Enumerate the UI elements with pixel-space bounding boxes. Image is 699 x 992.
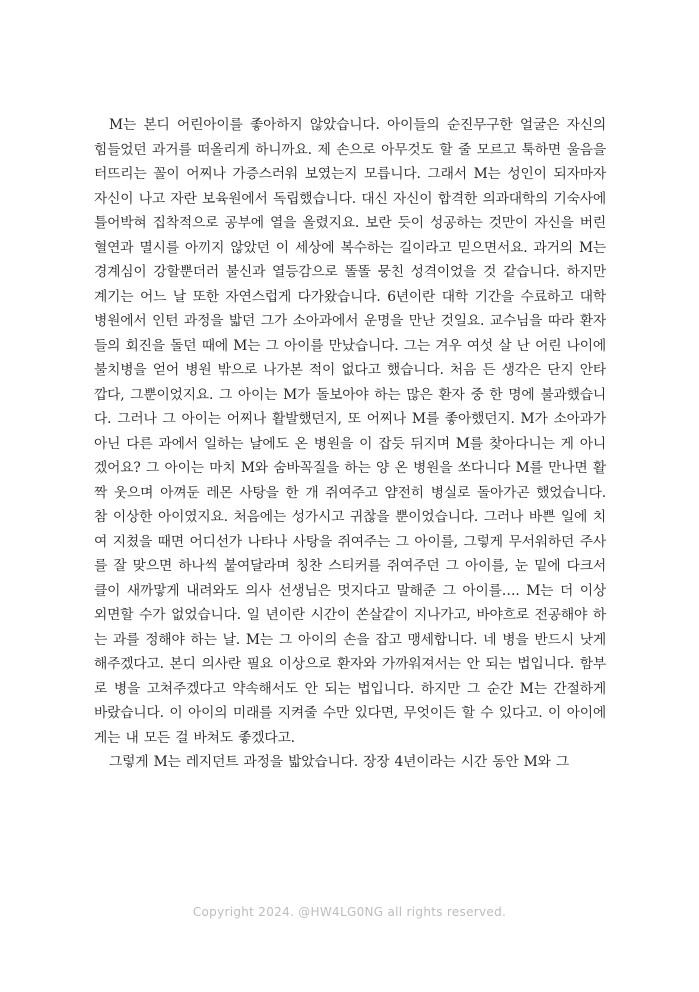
paragraph-1: M는 본디 어린아이를 좋아하지 않았습니다. 아이들의 순진무구한 얼굴은 자신의 힘들었던 과거를 떠올리게 하니까요. 제 손으로 아무것도 할 줄 모르고 툭하면 울음을 터뜨리는 꼴이 어찌나 가증스러워 보였는지 모릅니다. 그래서 M는 성인이 되자마자 자신이 나고 자란 보육원에서 독립했습니다. 대신 자신이 합격한 의과대학의 기숙사에 틀어박혀 집착적으로 공부에 열을 올렸지요. 보란 듯이 성공하는 것만이 자신을 버린 혈연과 멸시를 아끼지 않았던 이 세상에 복수하는 길이라고 믿으면서요. 과거의 M는 경계심이 강할뿐더러 불신과 열등감으로 똘똘 뭉친 성격이었을 것 같습니다. 하지만 계기는 어느 날 또한 자연스럽게 다가왔습니다. 6년이란 대학 기간을 수료하고 대학 병원에서 인턴 과정을 밟던 그가 소아과에서 운명을 만난 것일요. 교수님을 따라 환자들의 회진을 돌던 때에 M는 그 아이를 만났습니다. 그는 겨우 여섯 살 난 어린 나이에 불치병을 얻어 병원 밖으로 나가본 적이 없다고 했습니다. 처음 든 생각은 단지 안타깝다, 그뿐이었지요. 그 아이는 M가 돌보아야 하는 많은 환자 중 한 명에 불과했습니다. 그러나 그 아이는 어찌나 활발했던지, 또 어찌나 M를 좋아했던지. M가 소아과가 아닌 다른 과에서 일하는 날에도 온 병원을 이 잡듯 뒤지며 M를 찾아다니는 게 아니겠어요? 그 아이는 마치 M와 숨바꼭질을 하는 양 온 병원을 쏘다니다 M를 만나면 활짝 웃으며 아껴둔 레몬 사탕을 한 개 쥐여주고 얌전히 병실로 돌아가곤 했었습니다. 참 이상한 아이였지요. 처음에는 성가시고 귀찮을 뿐이었습니다. 그러나 바쁜 일에 치여 지쳤을 때면 어디선가 나타나 사탕을 쥐여주는 그 아이를, 그렇게 무서워하던 주사를 잘 맞으면 하나씩 붙여달라며 칭찬 스티커를 쥐여주던 그 아이를, 눈 밑에 다크서클이 새까맣게 내려와도 의사 선생님은 멋지다고 말해준 그 아이를…. M는 더 이상 외면할 수가 없었습니다. 일 년이란 시간이 쏜살같이 지나가고, 바야흐로 전공해야 하는 과를 정해야 하는 날. M는 그 아이의 손을 잡고 맹세합니다. 네 병을 반드시 낫게 해주겠다고. 본디 의사란 필요 이상으로 환자와 가까워져서는 안 되는 법입니다. 함부로 병을 고쳐주겠다고 약속해서도 안 되는 법입니다. 하지만 그 순간 M는 간절하게 바랐습니다. 이 아이의 미래를 지켜줄 수만 있다면, 무엇이든 할 수 있다고. 이 아이에게는 내 모든 걸 바쳐도 좋겠다고. bbox=[94, 117, 606, 746]
body-text bbox=[94, 113, 606, 775]
copyright-footer: Copyright 2024. @HW4LG0NG all rights reserved. bbox=[192, 905, 507, 919]
paragraph-2: 그렇게 M는 레지던트 과정을 밟았습니다. 장장 4년이라는 시간 동안 M와 그 bbox=[109, 754, 570, 770]
